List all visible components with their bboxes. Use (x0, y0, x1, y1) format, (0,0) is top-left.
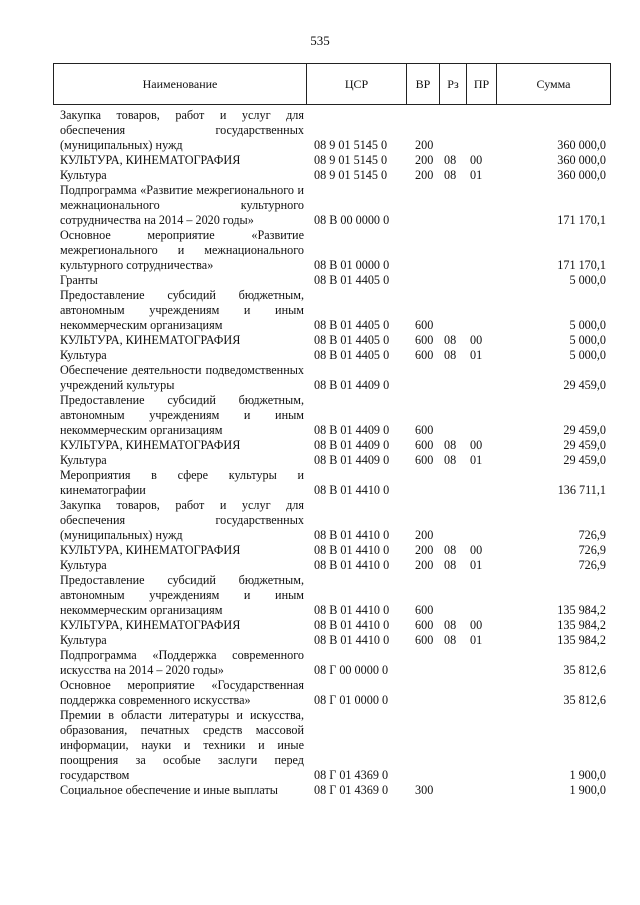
row-vr: 600 (415, 453, 434, 467)
row-sum: 726,9 (578, 543, 606, 557)
row-sum: 35 812,6 (563, 693, 606, 707)
row-sum: 29 459,0 (563, 438, 606, 452)
row-csr: 08 Г 00 0000 0 (314, 663, 389, 677)
row-sum: 5 000,0 (569, 348, 606, 362)
row-name: Подпрограмма «Развитие межрегионального и межнационального культурного сотрудничества на 2014 – 2020 годы» (60, 183, 304, 227)
row-vr: 200 (415, 543, 434, 557)
row-sum: 135 984,2 (557, 633, 606, 647)
row-name: Культура (60, 633, 107, 647)
row-csr: 08 В 01 4410 0 (314, 528, 390, 542)
table-row (60, 273, 606, 288)
row-name: Закупка товаров, работ и услуг для обеспечения государственных (муниципальных) нужд (60, 498, 304, 542)
table-row (60, 453, 606, 468)
header-sum: Сумма (536, 76, 571, 91)
row-name: Подпрограмма «Поддержка современного искусства на 2014 – 2020 годы» (60, 648, 304, 677)
row-sum: 5 000,0 (569, 333, 606, 347)
row-sum: 35 812,6 (563, 663, 606, 677)
row-vr: 600 (415, 603, 434, 617)
header-name: Наименование (54, 64, 307, 104)
row-rz: 08 (444, 333, 457, 347)
table-row (60, 363, 606, 393)
row-rz: 08 (444, 168, 457, 182)
row-sum: 171 170,1 (557, 213, 606, 227)
row-name: Культура (60, 168, 107, 182)
table-row (60, 183, 606, 228)
row-sum: 136 711,1 (557, 483, 606, 497)
row-name: Социальное обеспечение и иные выплаты (60, 783, 278, 797)
row-sum: 135 984,2 (557, 603, 606, 617)
table-row (60, 783, 606, 798)
row-vr: 600 (415, 438, 434, 452)
table-body (60, 108, 606, 798)
table-row (60, 633, 606, 648)
row-sum: 360 000,0 (557, 168, 606, 182)
row-pr: 00 (470, 438, 483, 452)
row-name: Культура (60, 348, 107, 362)
row-name: Предоставление субсидий бюджетным, автономным учреждениям и иным некоммерческим организациям (60, 393, 304, 437)
row-name: Основное мероприятие «Государственная поддержка современного искусства» (60, 678, 304, 707)
row-csr: 08 В 01 4410 0 (314, 603, 390, 617)
row-csr: 08 В 01 4410 0 (314, 618, 390, 632)
row-csr: 08 В 01 4409 0 (314, 378, 390, 392)
table-row (60, 678, 606, 708)
row-sum: 135 984,2 (557, 618, 606, 632)
row-name: КУЛЬТУРА, КИНЕМАТОГРАФИЯ (60, 438, 241, 452)
row-sum: 360 000,0 (557, 138, 606, 152)
table-row (60, 438, 606, 453)
row-vr: 200 (415, 528, 434, 542)
row-vr: 200 (415, 138, 434, 152)
row-csr: 08 В 01 4405 0 (314, 348, 390, 362)
row-vr: 600 (415, 423, 434, 437)
row-name: Предоставление субсидий бюджетным, автономным учреждениям и иным некоммерческим организациям (60, 573, 304, 617)
row-csr: 08 Г 01 4369 0 (314, 768, 389, 782)
row-csr: 08 9 01 5145 0 (314, 168, 388, 182)
row-rz: 08 (444, 453, 457, 467)
row-vr: 600 (415, 333, 434, 347)
row-vr: 200 (415, 558, 434, 572)
row-name: Гранты (60, 273, 98, 287)
row-rz: 08 (444, 618, 457, 632)
row-name: КУЛЬТУРА, КИНЕМАТОГРАФИЯ (60, 333, 241, 347)
row-sum: 360 000,0 (557, 153, 606, 167)
table-row (60, 573, 606, 618)
table-row (60, 288, 606, 333)
row-name: Мероприятия в сфере культуры и кинематографии (60, 468, 304, 497)
table-header (53, 63, 611, 105)
page-number: 535 (310, 33, 330, 48)
header-pr: ПР (467, 64, 497, 104)
table-row (60, 558, 606, 573)
table-row (60, 498, 606, 543)
row-name: Обеспечение деятельности подведомственных учреждений культуры (60, 363, 304, 392)
table-row (60, 648, 606, 678)
row-sum: 29 459,0 (563, 453, 606, 467)
row-pr: 00 (470, 618, 483, 632)
row-csr: 08 9 01 5145 0 (314, 153, 388, 167)
row-csr: 08 В 01 4405 0 (314, 273, 390, 287)
row-rz: 08 (444, 153, 457, 167)
row-pr: 01 (470, 453, 483, 467)
table-row (60, 168, 606, 183)
row-vr: 300 (415, 783, 434, 797)
row-rz: 08 (444, 348, 457, 362)
row-csr: 08 В 01 4409 0 (314, 453, 390, 467)
row-csr: 08 Г 01 0000 0 (314, 693, 389, 707)
table-row (60, 348, 606, 363)
row-rz: 08 (444, 543, 457, 557)
row-csr: 08 9 01 5145 0 (314, 138, 388, 152)
row-name: Предоставление субсидий бюджетным, автономным учреждениям и иным некоммерческим организациям (60, 288, 304, 332)
row-sum: 1 900,0 (569, 783, 606, 797)
row-sum: 726,9 (578, 558, 606, 572)
row-csr: 08 В 01 4405 0 (314, 318, 390, 332)
row-vr: 600 (415, 348, 434, 362)
row-pr: 00 (470, 543, 483, 557)
row-vr: 600 (415, 318, 434, 332)
row-pr: 01 (470, 348, 483, 362)
table-row (60, 618, 606, 633)
row-pr: 00 (470, 333, 483, 347)
row-vr: 600 (415, 618, 434, 632)
row-name: Премии в области литературы и искусства, образования, печатных средств массовой информации, науки и техники и иные поощрения за особые заслуги перед государством (60, 708, 304, 782)
table-row (60, 153, 606, 168)
row-name: Основное мероприятие «Развитие межрегионального и межнационального культурного сотрудничества» (60, 228, 304, 272)
row-name: КУЛЬТУРА, КИНЕМАТОГРАФИЯ (60, 543, 241, 557)
row-vr: 200 (415, 168, 434, 182)
row-csr: 08 В 01 4409 0 (314, 423, 390, 437)
row-sum: 726,9 (578, 528, 606, 542)
table-row (60, 708, 606, 783)
table-row (60, 108, 606, 153)
row-sum: 5 000,0 (569, 318, 606, 332)
row-name: Закупка товаров, работ и услуг для обеспечения государственных (муниципальных) нужд (60, 108, 304, 152)
row-name: Культура (60, 558, 107, 572)
row-pr: 01 (470, 633, 483, 647)
row-csr: 08 В 00 0000 0 (314, 213, 390, 227)
row-sum: 171 170,1 (557, 258, 606, 272)
row-pr: 01 (470, 168, 483, 182)
row-sum: 5 000,0 (569, 273, 606, 287)
row-rz: 08 (444, 558, 457, 572)
header-csr: ЦСР (307, 64, 407, 104)
row-csr: 08 В 01 4405 0 (314, 333, 390, 347)
row-vr: 600 (415, 633, 434, 647)
table-row (60, 333, 606, 348)
table-row (60, 468, 606, 498)
row-rz: 08 (444, 633, 457, 647)
header-rz: Рз (440, 64, 467, 104)
row-csr: 08 Г 01 4369 0 (314, 783, 389, 797)
row-sum: 29 459,0 (563, 378, 606, 392)
row-sum: 1 900,0 (569, 768, 606, 782)
row-rz: 08 (444, 438, 457, 452)
row-pr: 01 (470, 558, 483, 572)
row-name: Культура (60, 453, 107, 467)
row-csr: 08 В 01 4409 0 (314, 438, 390, 452)
row-pr: 00 (470, 153, 483, 167)
row-csr: 08 В 01 4410 0 (314, 558, 390, 572)
row-csr: 08 В 01 0000 0 (314, 258, 390, 272)
table-row (60, 228, 606, 273)
row-csr: 08 В 01 4410 0 (314, 633, 390, 647)
table-row (60, 543, 606, 558)
row-name: КУЛЬТУРА, КИНЕМАТОГРАФИЯ (60, 618, 241, 632)
row-vr: 200 (415, 153, 434, 167)
row-csr: 08 В 01 4410 0 (314, 543, 390, 557)
row-name: КУЛЬТУРА, КИНЕМАТОГРАФИЯ (60, 153, 241, 167)
row-csr: 08 В 01 4410 0 (314, 483, 390, 497)
header-vr: ВР (407, 64, 440, 104)
table-row (60, 393, 606, 438)
row-sum: 29 459,0 (563, 423, 606, 437)
